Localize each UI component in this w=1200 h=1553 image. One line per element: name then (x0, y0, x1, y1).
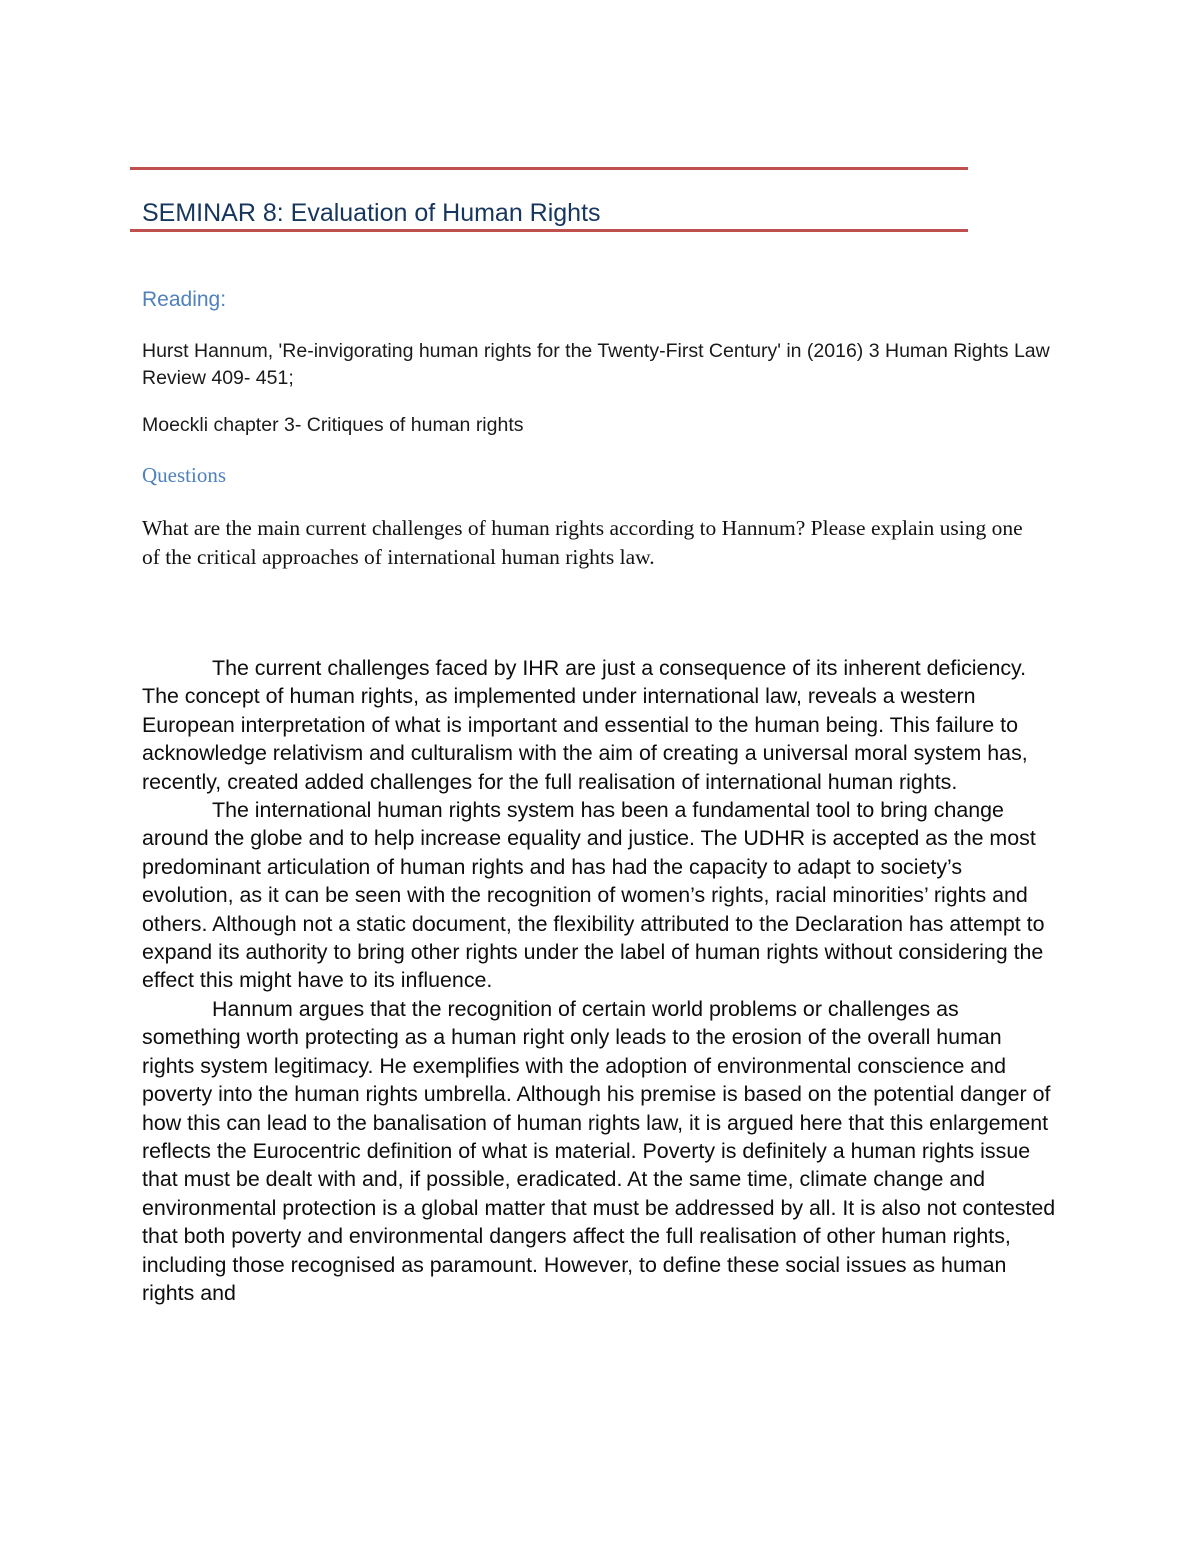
questions-heading: Questions (142, 463, 226, 487)
page-title: SEMINAR 8: Evaluation of Human Rights (142, 199, 601, 227)
title-top-rule (130, 167, 968, 170)
essay-paragraph: The international human rights system has been a fundamental tool to bring change around the globe and to help increase equality and justice. The UDHR is accepted as the most predominant articulation of human rights and has had the capacity to adapt to society’s evolution, as it can be seen with the recognition of women’s rights, racial minorities’ rights and others. Although not a static document, the flexibility attributed to the Declaration has attempt to expand its authority to bring other rights under the label of human rights without considering the effect this might have to its influence. (142, 798, 1045, 993)
essay-paragraph: The current challenges faced by IHR are just a consequence of its inherent deficiency. The concept of human rights, as implemented under international law, reveals a western European interpretation of what is important and essential to the human being. This failure to acknowledge relativism and culturalism with the aim of creating a universal moral system has, recently, created added challenges for the full realisation of international human rights. (142, 656, 1028, 794)
reading-item-hannum: Hurst Hannum, 'Re-invigorating human rights for the Twenty-First Century' in (2016) 3 Human Rights Law Review 409- 451; (142, 340, 1050, 389)
essay-body (142, 654, 1057, 1307)
essay-paragraph: Hannum argues that the recognition of certain world problems or challenges as something worth protecting as a human right only leads to the erosion of the overall human rights system legitimacy. He exemplifies with the adoption of environmental conscience and poverty into the human rights umbrella. Although his premise is based on the potential danger of how this can lead to the banalisation of human rights law, it is argued here that this enlargement reflects the Eurocentric definition of what is material. Poverty is definitely a human rights issue that must be dealt with and, if possible, eradicated. At the same time, climate change and environmental protection is a global matter that must be addressed by all. It is also not contested that both poverty and environmental dangers affect the full realisation of other human rights, including those recognised as paramount. However, to define these social issues as human rights and (142, 996, 1056, 1305)
question-text: What are the main current challenges of human rights according to Hannum? Please explain using one of the critical approaches of international human rights law. (142, 516, 1023, 569)
title-bottom-rule (130, 229, 968, 232)
reading-heading: Reading: (142, 288, 227, 311)
reading-item-moeckli: Moeckli chapter 3- Critiques of human rights (142, 414, 524, 436)
